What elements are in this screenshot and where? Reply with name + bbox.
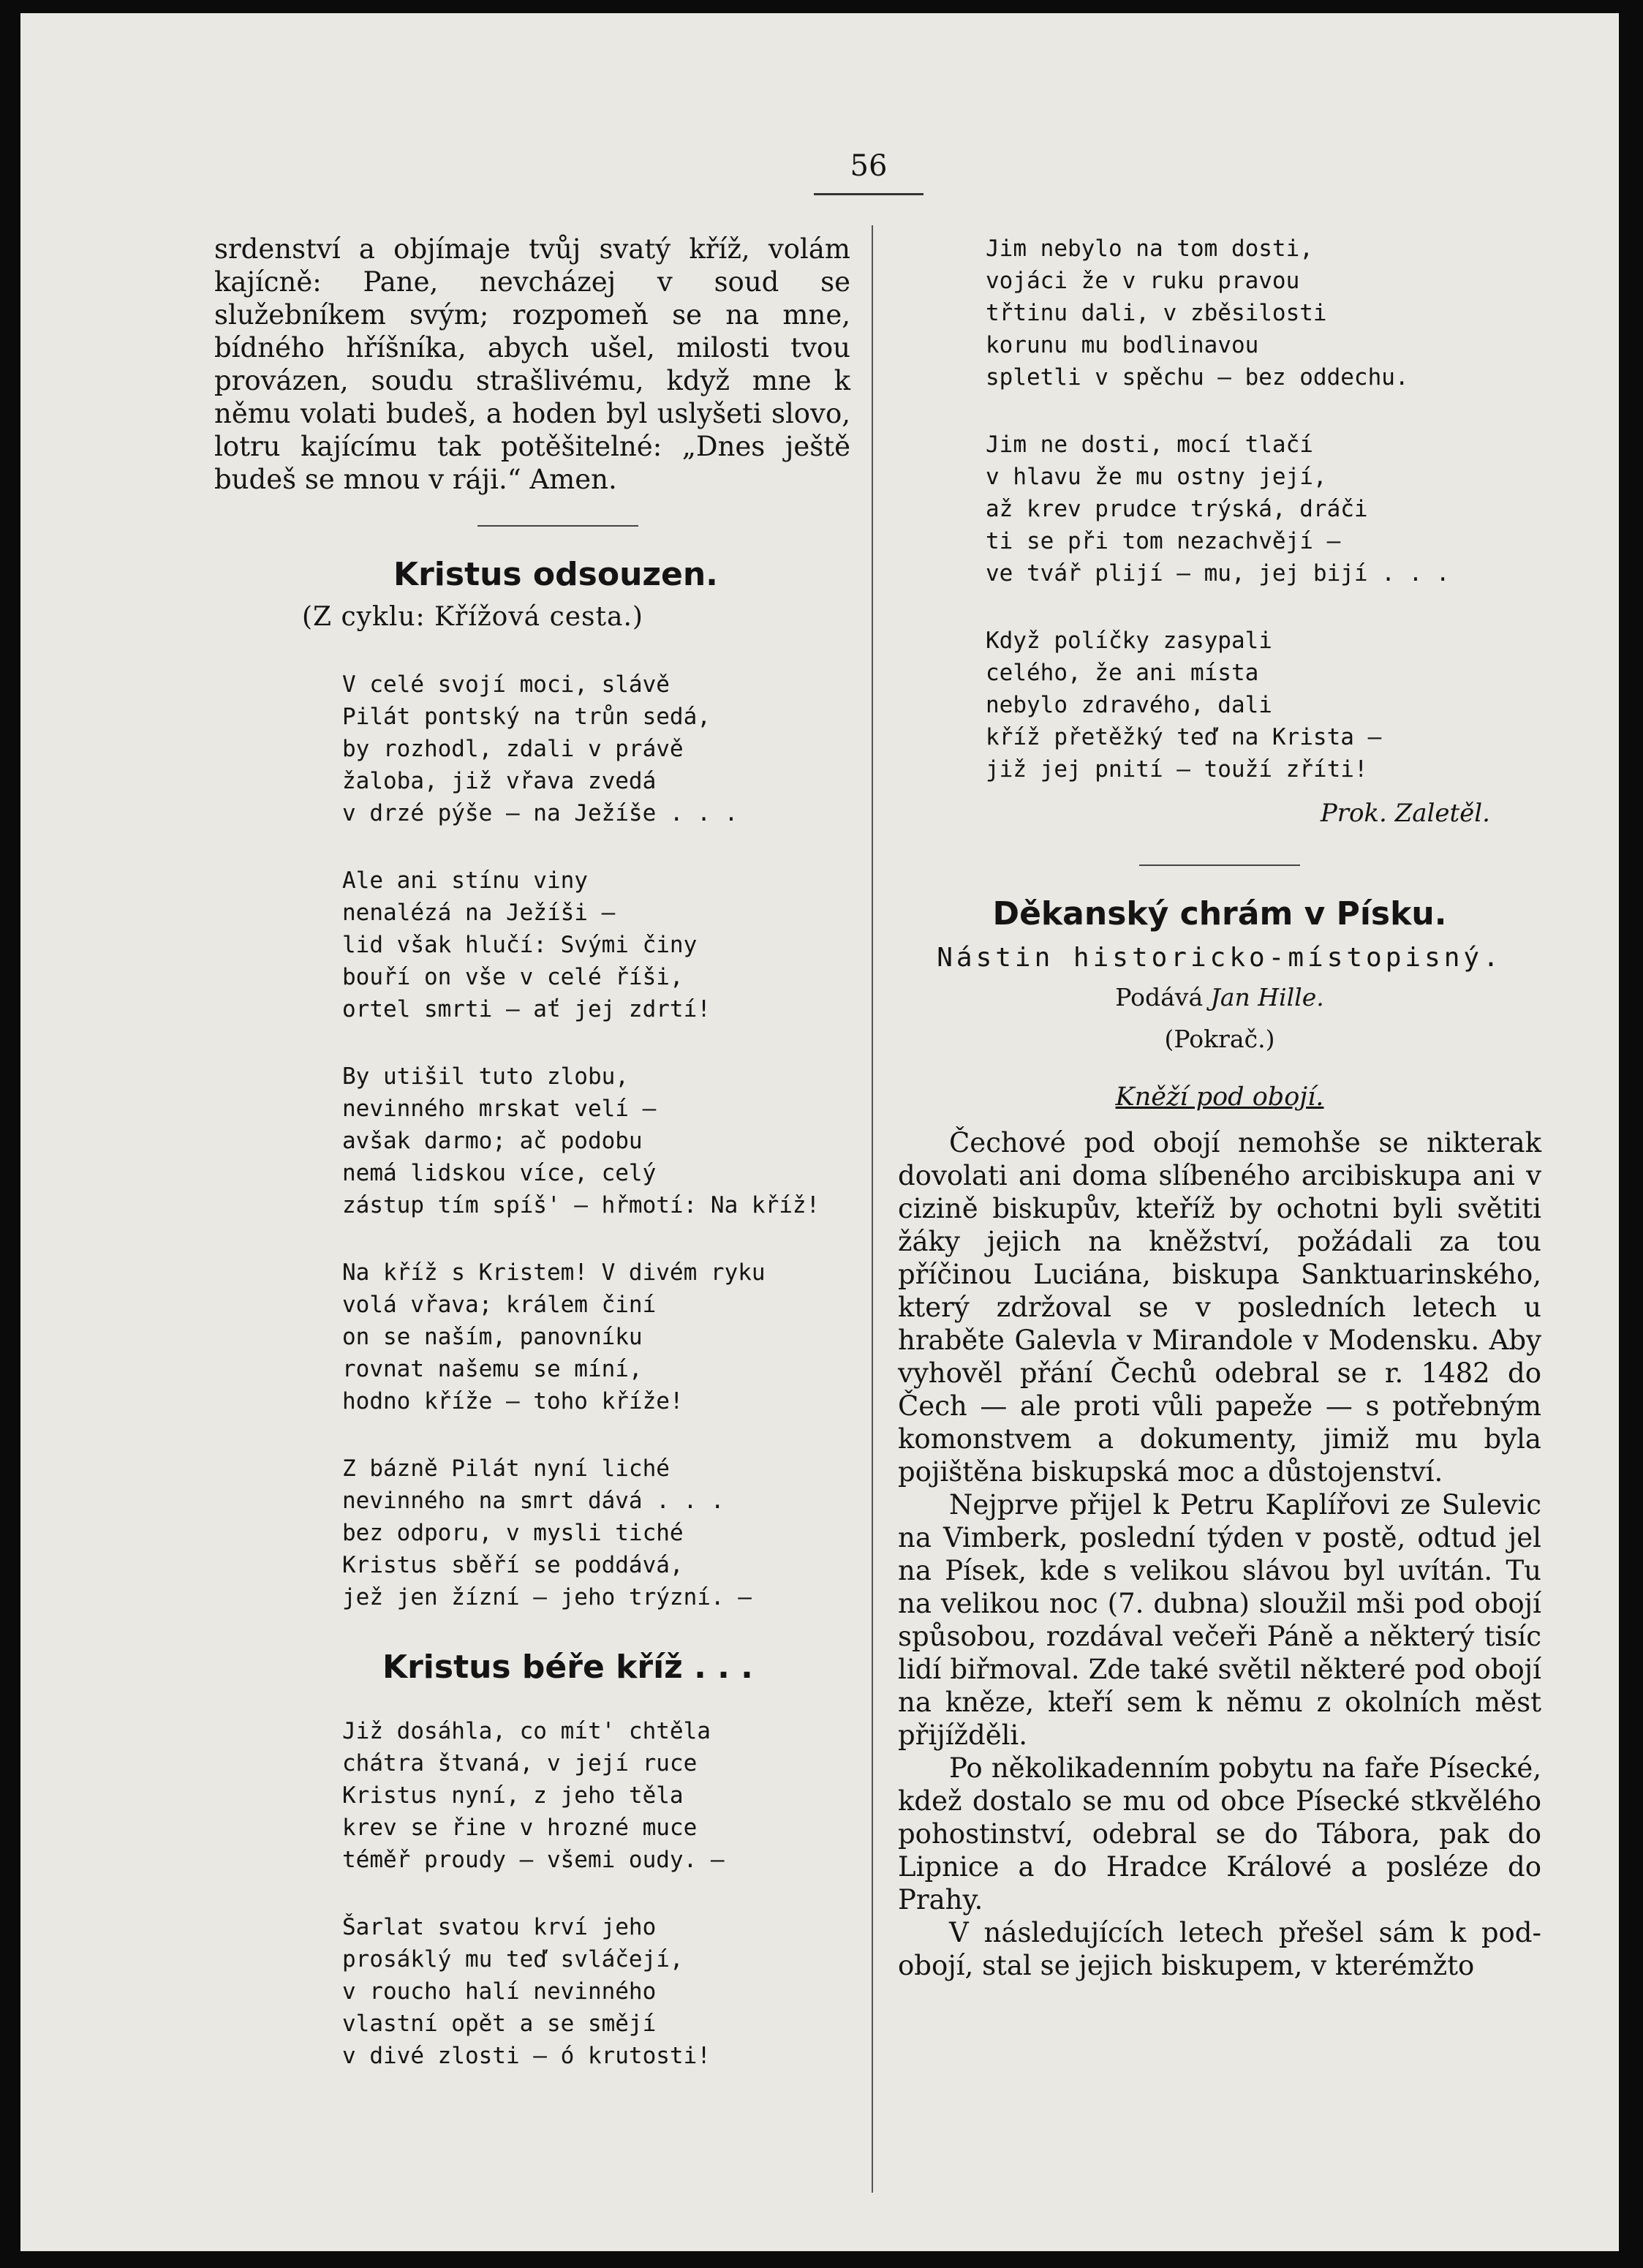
verse-line: bez odporu, v mysli tiché	[342, 1520, 684, 1546]
verse-line: Šarlat svatou krví jeho	[342, 1914, 657, 1940]
verse-line: nevinného na smrt dává . . .	[342, 1488, 725, 1514]
signature: Prok. Zaletěl.	[1320, 799, 1490, 828]
verse-line: by rozhodl, zdali v právě	[342, 736, 684, 762]
paragraph: Čechové pod obojí nemohše se nikterak dovolati ani doma slíbeného arcibiskupa ani v cizině biskupův, kteříž by ochotni byli světiti žáky jejich na kněžství, požádali za tou příčinou Luciána, biskupa Sanktuarinského, který zdržoval se v posledních letech u hraběte Galevla v Mirandole v Modensku. Aby vyhověl přání Čechů odebral se r. 1482 do Čech — ale proti vůli papeže — s potřebným komonstvem a dokumenty, jimiž mu byla pojištěna biskupská moc a důstojenství.	[898, 1127, 1541, 1488]
article-title: Děkanský chrám v Písku.	[992, 895, 1447, 933]
stanza	[342, 668, 850, 829]
article-subtitle: Nástin historicko-místopisný.	[937, 943, 1503, 973]
stanza	[986, 233, 1541, 393]
stanza	[342, 1715, 850, 1876]
verse-line: nevinného mrskat velí —	[342, 1096, 657, 1122]
verse-line: nenalézá na Ježíši —	[342, 900, 616, 926]
stanza	[342, 1257, 850, 1417]
verse-line: avšak darmo; ač podobu	[342, 1128, 643, 1154]
byline-prefix: Podává	[1115, 983, 1204, 1011]
verse-line: hodno kříže — toho kříže!	[342, 1388, 684, 1414]
verse-line: krev se řine v hrozné muce	[342, 1815, 698, 1841]
verse-line: nemá lidskou více, celý	[342, 1160, 657, 1186]
verse-line: žaloba, již vřava zvedá	[342, 768, 657, 794]
page-number-rule	[814, 193, 924, 195]
verse-line: rovnat našemu se míní,	[342, 1356, 643, 1382]
page	[20, 13, 1619, 2251]
verse-line: ortel smrti — ať jej zdrtí!	[342, 996, 711, 1022]
verse-line: jež jen žízní — jeho trýzní. —	[342, 1584, 752, 1610]
paragraph: Nejprve přijel k Petru Kaplířovi ze Sulevic na Vimberk, poslední týden v postě, odtud jel na Písek, kde s velikou slávou byl uvítán. Tu na velikou noc (7. dubna) sloužil mši pod obojí spůsobou, rozdával večeři Páně a některý tisíc lidí biřmoval. Zde také světil některé pod obojí na kněze, kteří sem k němu z okolních měst přijížděli.	[898, 1489, 1541, 1751]
verse-line: vlastní opět a se smějí	[342, 2011, 657, 2037]
verse-line: zástup tím spíš' — hřmotí: Na kříž!	[342, 1192, 820, 1218]
stanza	[342, 1453, 850, 1613]
separator-right	[1139, 864, 1300, 866]
paragraph: V následujících letech přešel sám k pod-obojí, stal se jejich biskupem, v kterémžto	[898, 1917, 1541, 1981]
verse-line: v drzé pýše — na Ježíše . . .	[342, 800, 739, 826]
stanza	[986, 429, 1541, 589]
verse-line: Na kříž s Kristem! V divém ryku	[342, 1259, 766, 1286]
verse-line: v roucho halí nevinného	[342, 1978, 657, 2005]
verse-line: Kristus sběří se poddává,	[342, 1552, 684, 1578]
poem-stanzas	[214, 668, 850, 1613]
verse-line: prosáklý mu teď svláčejí,	[342, 1946, 684, 1973]
verse-line: chátra štvaná, v její ruce	[342, 1750, 698, 1777]
poem-title-2: Kristus béře kříž . . .	[382, 1649, 753, 1686]
verse-line: lid však hlučí: Svými činy	[342, 932, 698, 958]
verse-line: téměř proudy — všemi oudy. —	[342, 1847, 725, 1873]
left-column	[214, 233, 850, 2107]
poem-title: Kristus odsouzen.	[393, 556, 718, 593]
verse-line: v divé zlosti — ó krutosti!	[342, 2043, 711, 2069]
byline	[898, 983, 1541, 1011]
verse-line: třtinu dali, v zběsilosti	[986, 300, 1327, 326]
stanza	[342, 864, 850, 1025]
verse-line: Ale ani stínu viny	[342, 867, 588, 894]
verse-line: Pilát pontský na trůn sedá,	[342, 704, 711, 730]
verse-line: Když políčky zasypali	[986, 628, 1272, 654]
verse-line: vojáci že v ruku pravou	[986, 268, 1300, 294]
stanza	[342, 1060, 850, 1221]
verse-line: By utišil tuto zlobu,	[342, 1063, 629, 1090]
stanza	[986, 625, 1541, 785]
continued-note: (Pokrač.)	[1164, 1025, 1275, 1053]
verse-line: ti se při tom nezachvějí —	[986, 528, 1341, 554]
verse-line: nebylo zdravého, dali	[986, 692, 1272, 718]
separator	[477, 525, 638, 527]
verse-line: až krev prudce trýská, dráči	[986, 496, 1368, 522]
verse-line: ve tvář plijí — mu, jej bijí . . .	[986, 560, 1450, 587]
column-divider	[872, 225, 873, 2193]
verse-line: korunu mu bodlinavou	[986, 332, 1259, 358]
verse-line: Jim nebylo na tom dosti,	[986, 236, 1313, 262]
opening-paragraph	[214, 233, 850, 496]
verse-line: Již dosáhla, co mít' chtěla	[342, 1718, 711, 1744]
poem-stanzas-continued	[898, 233, 1541, 785]
verse-line: spletli v spěchu — bez oddechu.	[986, 364, 1409, 391]
verse-line: kříž přetěžký teď na Krista —	[986, 724, 1382, 750]
verse-line: již jej pnití — touží zříti!	[986, 756, 1368, 783]
stanza	[342, 1911, 850, 2072]
verse-line: Jim ne dosti, mocí tlačí	[986, 432, 1313, 458]
verse-line: celého, že ani místa	[986, 660, 1259, 686]
verse-line: volá vřava; králem činí	[342, 1292, 657, 1318]
verse-line: bouří on vše v celé říši,	[342, 964, 684, 990]
article-body	[898, 1126, 1541, 1982]
verse-line: V celé svojí moci, slávě	[342, 671, 670, 698]
verse-line: on se naším, panovníku	[342, 1324, 643, 1350]
poem-stanzas-2	[214, 1715, 850, 2072]
verse-line: Kristus nyní, z jeho těla	[342, 1782, 684, 1809]
page-number: 56	[850, 149, 888, 183]
verse-line: v hlavu že mu ostny její,	[986, 464, 1327, 490]
paragraph: Po několikadenním pobytu na faře Písecké, kdež dostalo se mu od obce Písecké stkvělého pohostinství, odebral se do Tábora, pak do Lipnice a do Hradce Králové a posléze do Prahy.	[898, 1752, 1541, 1915]
poem-subtitle: (Z cyklu: Křížová cesta.)	[302, 602, 643, 632]
section-heading: Kněží pod obojí.	[1115, 1082, 1324, 1112]
author: Jan Hille.	[1210, 983, 1324, 1011]
opening-text: srdenství a objímaje tvůj svatý kříž, volám kajícně: Pane, nevcházej v soud se služebníkem svým; rozpomeň se na mne, bídného hříšníka, abych ušel, milosti tvou provázen, soudu strašlivému, když mne k němu volati budeš, a hoden byl uslyšeti slovo, lotru kajícímu tak potěšitelné: „Dnes ještě budeš se mnou v ráji.“ Amen.	[214, 233, 850, 495]
right-column	[898, 233, 1541, 1982]
verse-line: Z bázně Pilát nyní liché	[342, 1455, 670, 1482]
